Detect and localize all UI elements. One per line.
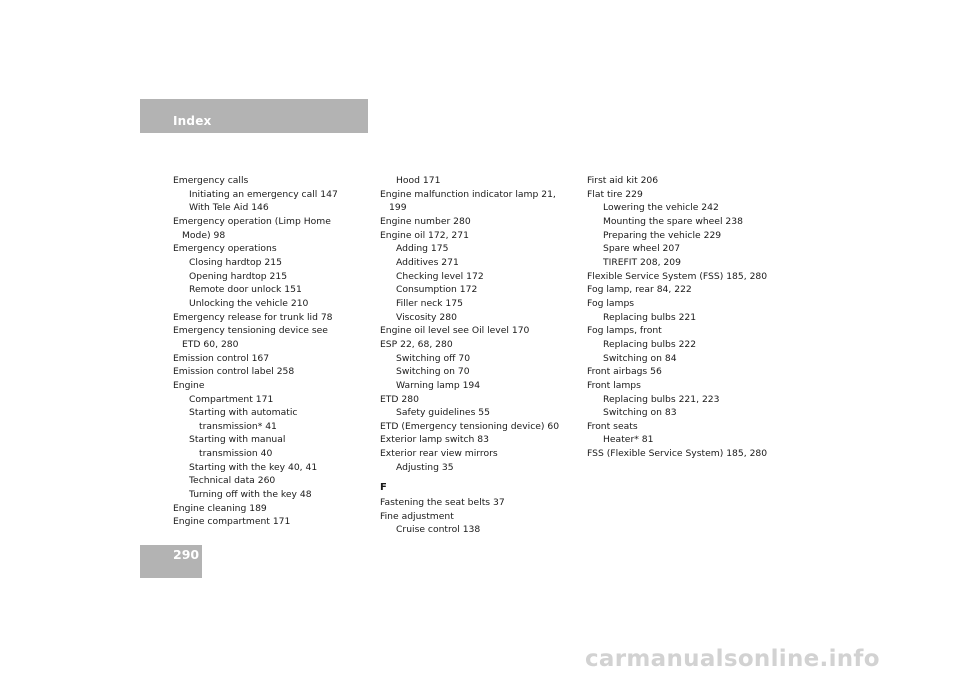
index-entry: TIREFIT 208, 209 xyxy=(603,256,681,268)
index-entry: Front seats xyxy=(587,420,638,432)
index-entry: Opening hardtop 215 xyxy=(189,270,288,282)
index-entry: Emergency calls xyxy=(173,175,249,186)
index-column-2 xyxy=(380,174,580,537)
index-column-2-entries-f xyxy=(380,496,580,537)
index-entry: Fog lamp, rear 84, 222 xyxy=(587,284,692,296)
index-entry: Switching on 70 xyxy=(396,366,470,378)
index-entry: 199 xyxy=(389,202,407,214)
index-entry: Filler neck 175 xyxy=(396,297,463,309)
index-entry: ETD 280 xyxy=(380,393,419,405)
index-entry: Engine cleaning 189 xyxy=(173,502,267,514)
index-entry: Cruise control 138 xyxy=(396,524,481,536)
index-entry: ESP 22, 68, 280 xyxy=(380,338,453,350)
index-entry: Unlocking the vehicle 210 xyxy=(189,297,309,309)
index-entry: Additives 271 xyxy=(396,256,459,268)
watermark-text: carmanualsonline.info xyxy=(585,646,880,672)
index-entry: Technical data 260 xyxy=(189,475,276,487)
index-entry: Adjusting 35 xyxy=(396,461,454,473)
page-title: Index xyxy=(173,114,212,128)
index-entry: Warning lamp 194 xyxy=(396,379,481,391)
index-entry: Checking level 172 xyxy=(396,270,484,282)
index-entry: Emission control label 258 xyxy=(173,366,295,378)
index-entry: Front lamps xyxy=(587,379,641,391)
index-entry: Switching on 84 xyxy=(603,352,677,364)
index-entry: Replacing bulbs 221 xyxy=(603,311,697,323)
index-entry: Viscosity 280 xyxy=(396,311,457,323)
index-entry: Preparing the vehicle 229 xyxy=(603,229,722,241)
index-entry: Exterior lamp switch 83 xyxy=(380,434,489,446)
index-entry: FSS (Flexible Service System) 185, 280 xyxy=(587,448,768,460)
index-entry: Front airbags 56 xyxy=(587,366,662,378)
index-entry: Engine xyxy=(173,379,205,391)
index-entry: Starting with the key 40, 41 xyxy=(189,461,318,473)
index-entry: Remote door unlock 151 xyxy=(189,284,302,296)
index-entry: Consumption 172 xyxy=(396,284,478,296)
index-entry: First aid kit 206 xyxy=(587,175,659,186)
index-entry: Emergency release for trunk lid 78 xyxy=(173,311,333,323)
index-entry: Turning off with the key 48 xyxy=(189,489,312,501)
index-column-2-entries xyxy=(380,174,580,474)
index-entry: Lowering the vehicle 242 xyxy=(603,202,719,214)
index-entry: Fog lamps, front xyxy=(587,325,662,337)
index-entry: With Tele Aid 146 xyxy=(189,202,269,214)
index-entry: transmission 40 xyxy=(199,448,273,460)
section-letter-f: F xyxy=(380,482,387,494)
index-entry: Adding 175 xyxy=(396,243,449,255)
index-entry: Closing hardtop 215 xyxy=(189,256,282,268)
index-entry: ETD (Emergency tensioning device) 60 xyxy=(380,420,560,432)
index-entry: Mounting the spare wheel 238 xyxy=(603,215,743,227)
index-entry: Initiating an emergency call 147 xyxy=(189,188,338,200)
index-entry: Safety guidelines 55 xyxy=(396,407,490,419)
index-entry: Hood 171 xyxy=(396,175,441,186)
index-entry: Flat tire 229 xyxy=(587,188,643,200)
index-entry: Replacing bulbs 221, 223 xyxy=(603,393,720,405)
index-entry: Mode) 98 xyxy=(182,229,226,241)
index-entry: Switching on 83 xyxy=(603,407,677,419)
index-entry: Engine oil 172, 271 xyxy=(380,229,469,241)
index-entry: Starting with manual xyxy=(189,434,286,446)
index-entry: Exterior rear view mirrors xyxy=(380,448,498,460)
index-entry: Engine malfunction indicator lamp 21, xyxy=(380,188,556,200)
index-entry: Emission control 167 xyxy=(173,352,270,364)
index-entry: Replacing bulbs 222 xyxy=(603,338,697,350)
index-entry: transmission* 41 xyxy=(199,420,277,432)
page-number-box xyxy=(140,545,202,578)
index-column-1 xyxy=(173,174,373,529)
index-entry: ETD 60, 280 xyxy=(182,338,239,350)
index-entry: Engine number 280 xyxy=(380,215,471,227)
index-entry: Emergency operations xyxy=(173,243,277,255)
header-band xyxy=(140,99,368,133)
index-entry: Spare wheel 207 xyxy=(603,243,681,255)
index-entry: Fog lamps xyxy=(587,297,635,309)
index-entry: Emergency tensioning device see xyxy=(173,325,328,337)
index-entry: Fastening the seat belts 37 xyxy=(380,497,505,509)
index-entry: Emergency operation (Limp Home xyxy=(173,215,331,227)
index-column-3 xyxy=(587,174,787,461)
index-entry: Compartment 171 xyxy=(189,393,274,405)
index-entry: Starting with automatic xyxy=(189,407,298,419)
index-entry: Heater* 81 xyxy=(603,434,654,446)
index-entry: Engine compartment 171 xyxy=(173,516,291,528)
index-entry: Engine oil level see Oil level 170 xyxy=(380,325,530,337)
index-entry: Flexible Service System (FSS) 185, 280 xyxy=(587,270,768,282)
index-entry: Switching off 70 xyxy=(396,352,471,364)
index-entry: Fine adjustment xyxy=(380,510,454,522)
page-number: 290 xyxy=(173,547,200,562)
